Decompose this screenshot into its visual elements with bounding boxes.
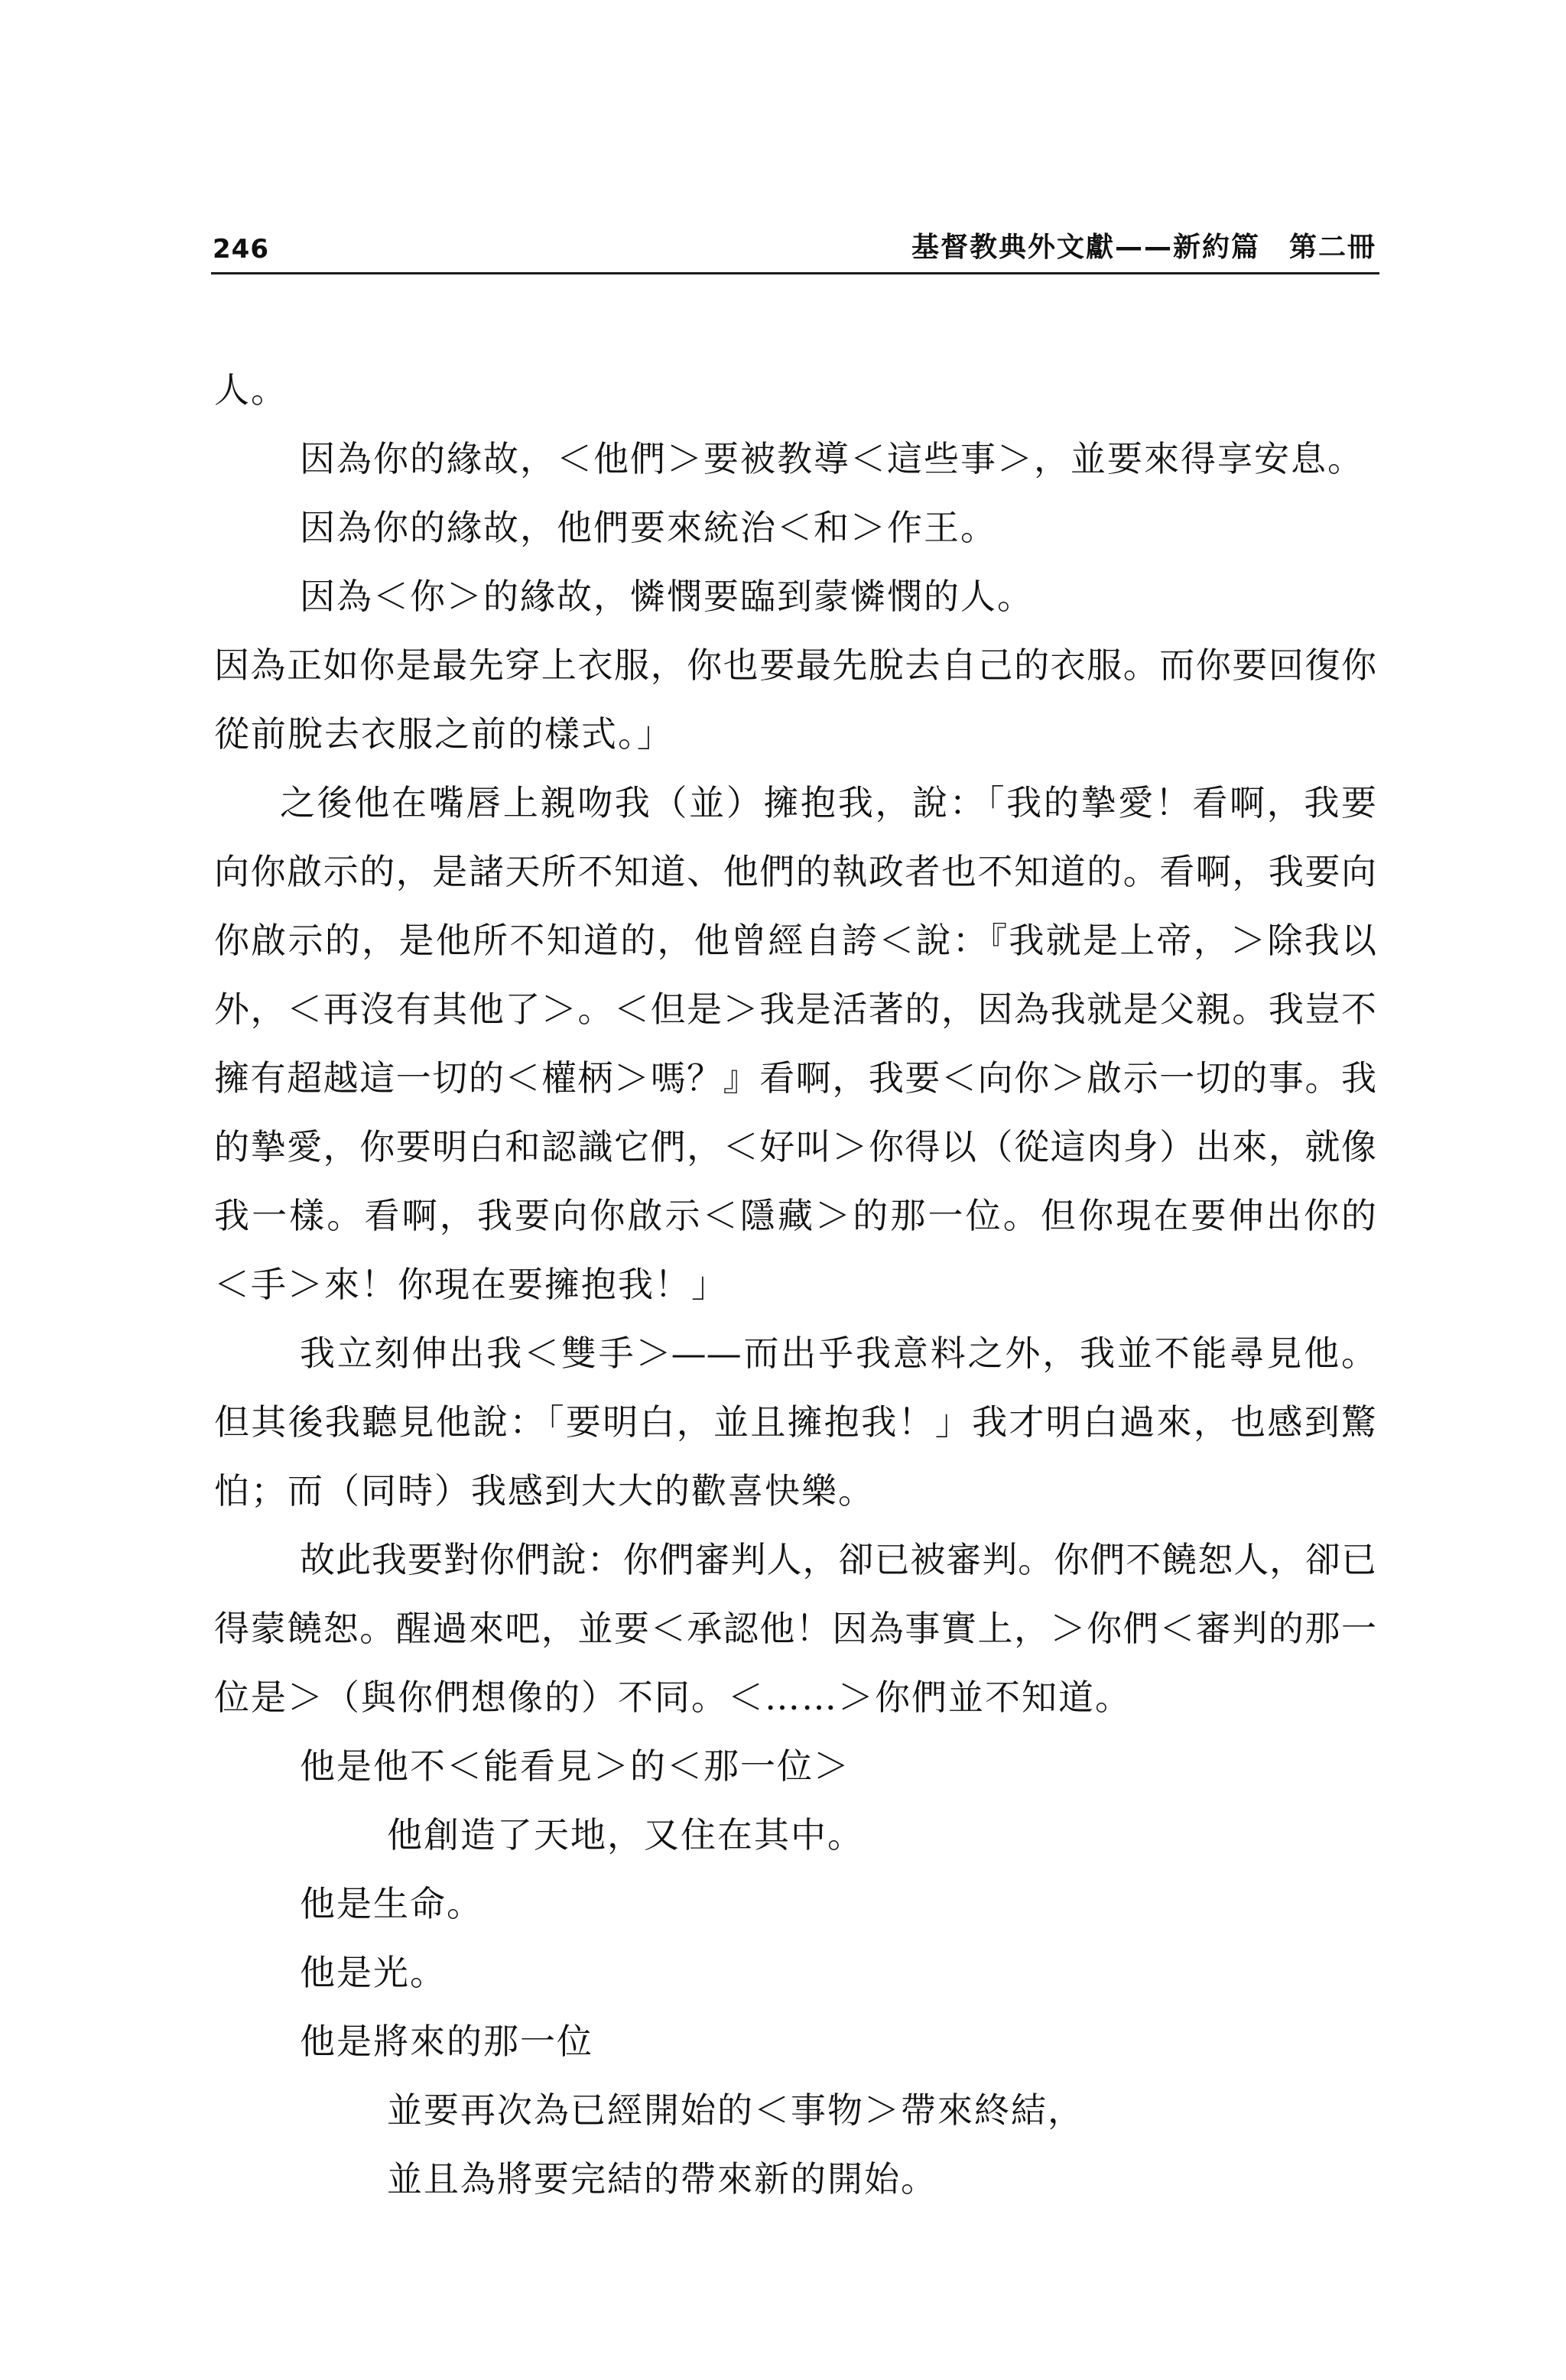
text-line: 擁有超越這一切的＜權柄＞嗎？』看啊，我要＜向你＞啟示一切的事。我 xyxy=(214,1057,1376,1099)
text-line: 人。 xyxy=(214,369,288,411)
text-line: 的摯愛，你要明白和認識它們，＜好叫＞你得以（從這肉身）出來，就像 xyxy=(214,1126,1376,1167)
text-line: 向你啟示的，是諸天所不知道、他們的執政者也不知道的。看啊，我要向 xyxy=(214,851,1376,892)
text-line: ＜手＞來！你現在要擁抱我！」 xyxy=(214,1264,728,1305)
text-line: 因為你的緣故，他們要來統治＜和＞作王。 xyxy=(300,507,997,548)
verse-line: 他創造了天地，又住在其中。 xyxy=(387,1814,864,1856)
text-line: 怕；而（同時）我感到大大的歡喜快樂。 xyxy=(214,1470,875,1511)
text-line: 我一樣。看啊，我要向你啟示＜隱藏＞的那一位。但你現在要伸出你的 xyxy=(214,1195,1376,1236)
verse-line: 他是他不＜能看見＞的＜那一位＞ xyxy=(300,1745,850,1787)
verse-line: 他是將來的那一位 xyxy=(300,2021,593,2062)
verse-line: 他是光。 xyxy=(300,1952,447,1993)
text-line: 因為你的緣故，＜他們＞要被教導＜這些事＞，並要來得享安息。 xyxy=(300,438,1364,479)
running-head: 基督教典外文獻——新約篇 第二冊 xyxy=(911,232,1376,263)
text-line: 外，＜再沒有其他了＞。＜但是＞我是活著的，因為我就是父親。我豈不 xyxy=(214,989,1376,1030)
page-header xyxy=(211,222,1379,274)
text-line: 位是＞（與你們想像的）不同。＜……＞你們並不知道。 xyxy=(214,1677,1132,1718)
text-line: 故此我要對你們說：你們審判人，卻已被審判。你們不饒恕人，卻已 xyxy=(300,1539,1376,1580)
text-line: 之後他在嘴唇上親吻我（並）擁抱我，說：「我的摯愛！看啊，我要 xyxy=(280,782,1376,823)
text-line: 我立刻伸出我＜雙手＞——而出乎我意料之外，我並不能尋見他。 xyxy=(300,1333,1376,1374)
verse-line: 他是生命。 xyxy=(300,1883,483,1924)
verse-line: 並且為將要完結的帶來新的開始。 xyxy=(387,2158,937,2200)
text-line: 因為＜你＞的緣故，憐憫要臨到蒙憐憫的人。 xyxy=(300,576,1034,617)
text-line: 但其後我聽見他說：「要明白，並且擁抱我！」我才明白過來，也感到驚 xyxy=(214,1401,1376,1443)
page-number: 246 xyxy=(213,234,269,265)
text-line: 你啟示的，是他所不知道的，他曾經自誇＜說：『我就是上帝，＞除我以 xyxy=(214,920,1376,961)
verse-line: 並要再次為已經開始的＜事物＞帶來終結， xyxy=(387,2089,1084,2131)
text-line: 從前脫去衣服之前的樣式。」 xyxy=(214,713,674,755)
text-line: 得蒙饒恕。醒過來吧，並要＜承認他！因為事實上，＞你們＜審判的那一 xyxy=(214,1608,1376,1649)
text-line: 因為正如你是最先穿上衣服，你也要最先脫去自己的衣服。而你要回復你 xyxy=(214,645,1376,686)
